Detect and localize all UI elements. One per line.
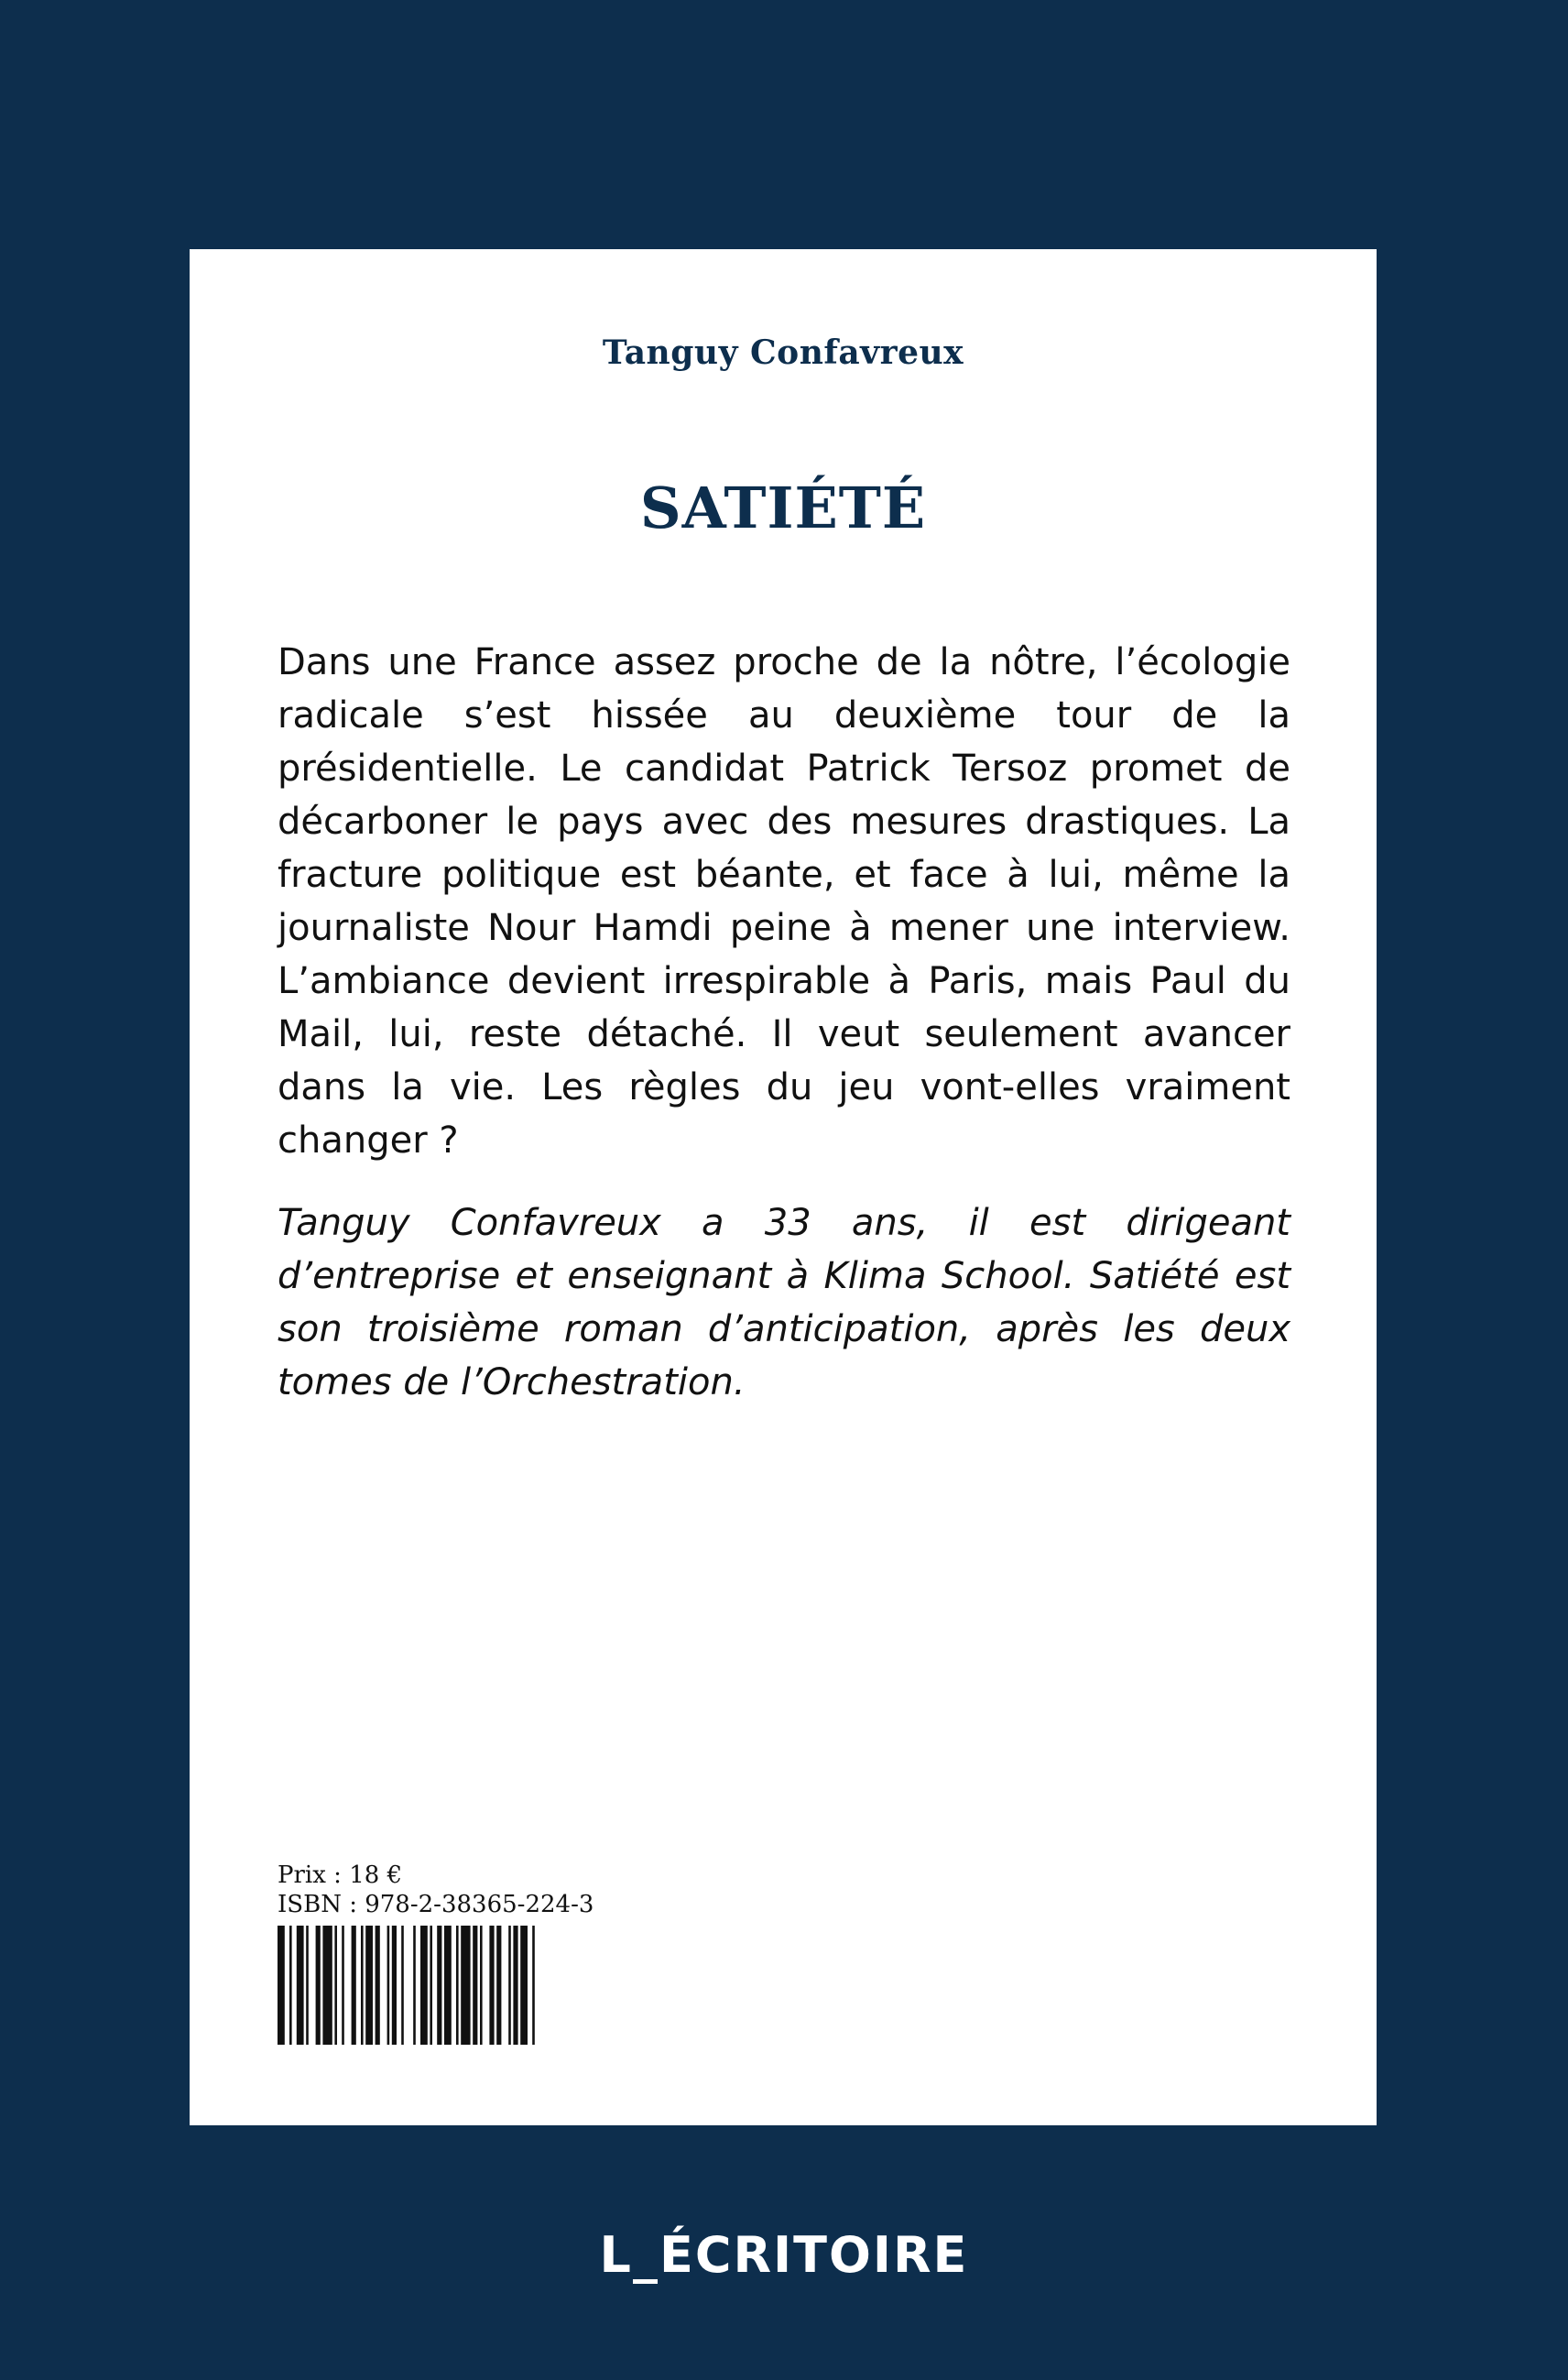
barcode-bar [322,1926,332,2045]
barcode-bar [444,1926,452,2045]
barcode-bar [352,1926,356,2045]
barcode-bar [297,1926,304,2045]
barcode-bar [289,1926,292,2045]
barcode-bar [278,1926,285,2045]
barcode-bar [334,1926,337,2045]
barcode-bar [401,1926,404,2045]
barcode-bar [473,1926,477,2045]
barcode-bar [496,1926,501,2045]
barcode-bar [306,1926,309,2045]
barcode-bar [420,1926,428,2045]
author-name: Tanguy Confavreux [602,333,964,372]
back-cover-panel [190,249,1377,2125]
barcode-bar [376,1926,380,2045]
barcode-image [278,1926,561,2045]
barcode-bar [342,1926,344,2045]
barcode-bar [520,1926,528,2045]
barcode-bar [461,1926,470,2045]
price-label: Prix : 18 € [278,1861,403,1889]
barcode-bar [413,1926,416,2045]
barcode-bar [316,1926,321,2045]
barcode-bar [508,1926,511,2045]
barcode-bar [513,1926,517,2045]
barcode-bar [437,1926,441,2045]
barcode-bar [480,1926,483,2045]
barcode-bar [430,1926,432,2045]
barcode-bar [387,1926,390,2045]
barcode-bar [361,1926,364,2045]
barcode-bar [365,1926,373,2045]
barcode-bar [489,1926,494,2045]
barcode-bar [456,1926,459,2045]
barcode-bar [532,1926,535,2045]
isbn-label: ISBN : 978-2-38365-224-3 [278,1891,594,1918]
synopsis-text: Dans une France assez proche de la nôtre, l’écologie radicale s’est hissée au deuxième tour de la présidentielle. Le candidat Patrick Tersoz promet de décarboner le pays avec des mesures drastiques. La fracture politique est béante, et face à lui, même la journaliste Nour Hamdi peine à mener une interview. L’ambiance devient irrespirable à Paris, mais Paul du Mail, lui, reste détaché. Il veut seulement avancer dans la vie. Les règles du jeu vont-elles vraiment changer ? [278,641,1290,1162]
book-title: SATIÉTÉ [639,475,927,541]
publisher-logo: L_ÉCRITOIRE [599,2226,969,2284]
barcode-bar [392,1926,397,2045]
author-bio: Tanguy Confavreux a 33 ans, il est dirigeant d’entreprise et enseignant à Klima School. Satiété est son troisième roman d’anticipation, après les deux tomes de l’Orchestration. [278,1202,1290,1403]
